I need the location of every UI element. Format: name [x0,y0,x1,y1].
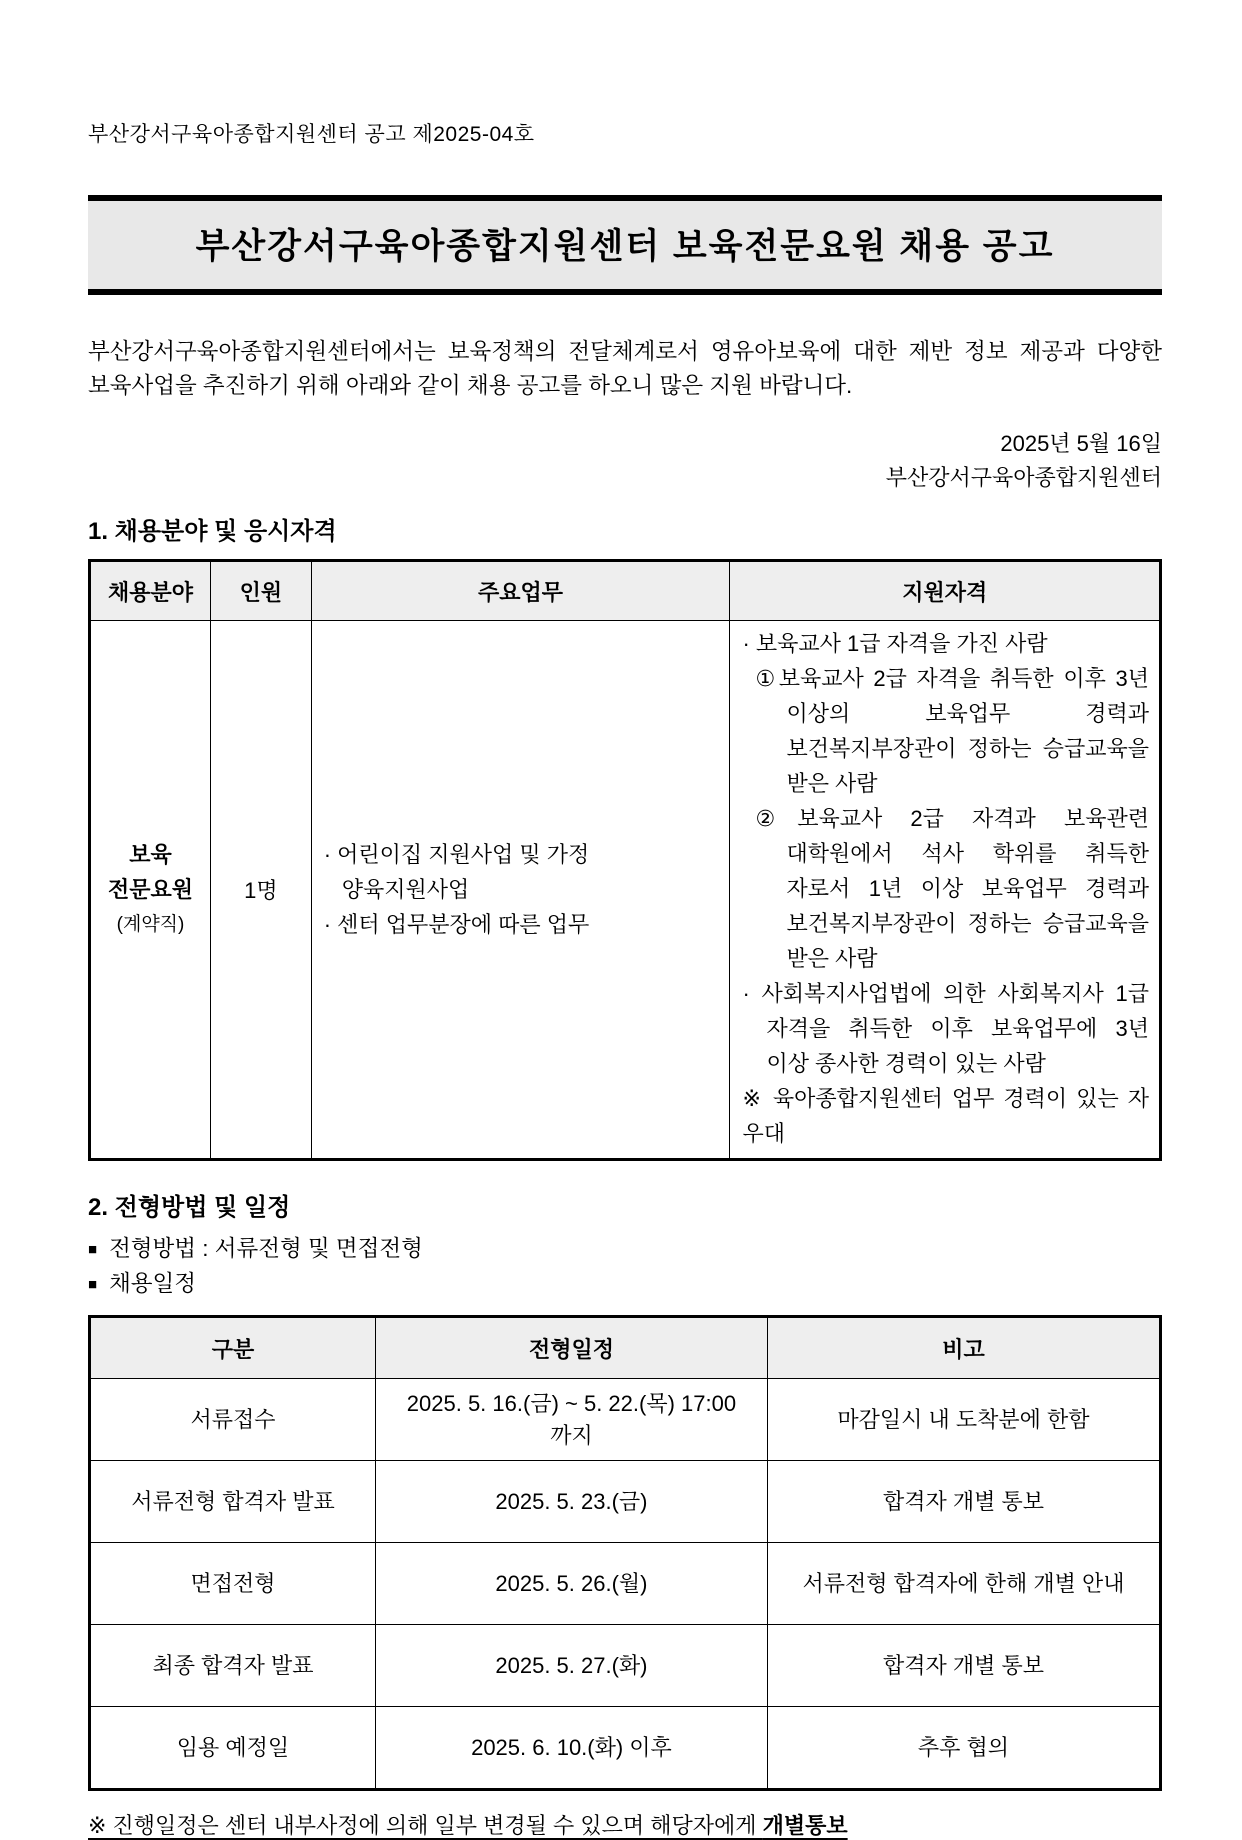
recruitment-table [88,559,1162,1161]
qualification-item: ②보육교사 2급 자격과 보육관련 대학원에서 석사 학위를 취득한 자로서 1년 이상 보육업무 경력과 보건복지부장관이 정하는 승급교육을 받은 사람 [755,806,1149,971]
row-remarks: 합격자 개별 통보 [767,1461,1160,1543]
bullet-schedule [88,1267,1162,1302]
announcement-date: 2025년 5월 16일 [1000,431,1162,456]
footer-note-prefix: ※ 진행일정은 센터 내부사정에 의해 일부 변경될 수 있으며 해당자에게 [88,1813,763,1838]
row-label: 서류전형 합격자 발표 [90,1461,376,1543]
square-bullet-icon: ■ [88,1241,98,1258]
row-label: 면접전형 [90,1543,376,1625]
intro-paragraph: 부산강서구육아종합지원센터에서는 보육정책의 전달체계로서 영유아보육에 대한 제반 정보 제공과 다양한 보육사업을 추진하기 위해 아래와 같이 채용 공고를 하오니 많은 지원 바랍니다. [88,339,1162,398]
qualification-item: ①보육교사 2급 자격을 취득한 이후 3년 이상의 보육업무 경력과 보건복지부장관이 정하는 승급교육을 받은 사람 [755,666,1149,796]
col-header-qualifications: 지원자격 [730,561,1161,621]
section2-bullets [88,1232,1162,1302]
table-row-final-result [90,1625,1161,1707]
col-header-schedule: 전형일정 [375,1317,767,1379]
row-remarks: 합격자 개별 통보 [767,1625,1160,1707]
cell-qualifications [730,621,1161,1160]
row-label: 임용 예정일 [90,1707,376,1790]
field-name-line1: 보육 [129,842,172,867]
field-name-line2: 전문요원 [108,877,194,902]
col-header-count: 인원 [211,561,312,621]
section2-heading: 2. 전형방법 및 일정 [88,1194,291,1221]
duty-item: · 어린이집 지원사업 및 가정 양육지원사업 [323,842,590,902]
square-bullet-icon: ■ [88,1276,98,1293]
row-remarks: 마감일시 내 도착분에 한함 [767,1379,1160,1461]
row-schedule: 2025. 5. 27.(화) [375,1625,767,1707]
qualification-item: · 사회복지사업법에 의한 사회복지사 1급 자격을 취득한 이후 보육업무에 3년 이상 종사한 경력이 있는 사람 [742,981,1149,1076]
table-row-interview [90,1543,1161,1625]
duty-item: · 센터 업무분장에 따른 업무 [323,912,590,937]
row-schedule: 2025. 5. 26.(월) [375,1543,767,1625]
table-row-document-submission [90,1379,1161,1461]
row-schedule: 2025. 5. 23.(금) [375,1461,767,1543]
schedule-table [88,1315,1162,1791]
footer-note-bold: 개별통보 [762,1813,848,1838]
organization-name: 부산강서구육아종합지원센터 [885,465,1162,490]
col-header-duties: 주요업무 [311,561,730,621]
title-banner [88,195,1162,295]
table-row-document-result [90,1461,1161,1543]
cell-count: 1명 [211,621,312,1160]
col-header-category: 구분 [90,1317,376,1379]
recruitment-table-row [90,621,1161,1160]
table-row-appointment [90,1707,1161,1790]
col-header-field: 채용분야 [90,561,211,621]
qualification-preference-note: ※ 육아종합지원센터 업무 경력이 있는 자 우대 [742,1086,1149,1146]
row-schedule: 2025. 5. 16.(금) ~ 5. 22.(목) 17:00 까지 [375,1379,767,1461]
row-label: 최종 합격자 발표 [90,1625,376,1707]
section1-heading: 1. 채용분야 및 응시자격 [88,518,337,545]
page-title: 부산강서구육아종합지원센터 보육전문요원 채용 공고 [195,227,1055,266]
recruitment-table-header-row [90,561,1161,621]
row-remarks: 서류전형 합격자에 한해 개별 안내 [767,1543,1160,1625]
bullet-method [88,1232,1162,1267]
footer-note-text [88,1813,848,1838]
qualification-item: · 보육교사 1급 자격을 가진 사람 [742,631,1048,656]
row-schedule: 2025. 6. 10.(화) 이후 [375,1707,767,1790]
cell-field [90,621,211,1160]
cell-duties [311,621,730,1160]
schedule-table-header-row [90,1317,1161,1379]
row-remarks: 추후 협의 [767,1707,1160,1790]
field-contract-type: (계약직) [116,914,185,935]
bullet-method-label: 전형방법 : 서류전형 및 면접전형 [109,1236,423,1261]
col-header-remarks: 비고 [767,1317,1160,1379]
doc-number: 부산강서구육아종합지원센터 공고 제2025-04호 [88,123,535,146]
footer-note [88,1809,1162,1840]
row-label: 서류접수 [90,1379,376,1461]
bullet-schedule-label: 채용일정 [109,1271,197,1296]
date-block [88,427,1162,495]
